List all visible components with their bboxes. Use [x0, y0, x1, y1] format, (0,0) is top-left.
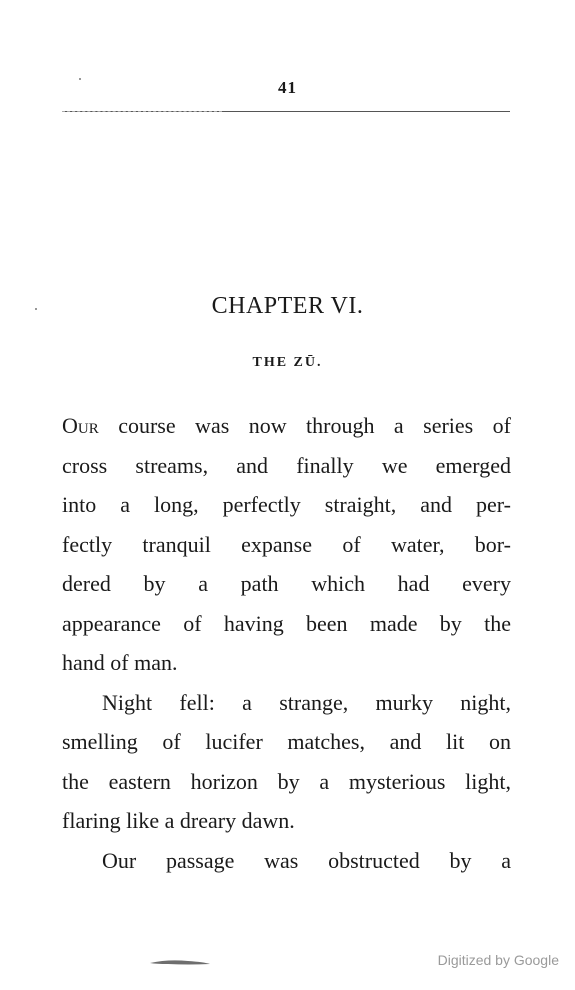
- text-line: fectly tranquil expanse of water, bor-: [62, 531, 511, 557]
- text-line: appearance of having been made by the: [62, 610, 511, 636]
- text-line: Night fell: a strange, murky night,: [102, 689, 511, 715]
- text-line: flaring like a dreary dawn.: [62, 808, 295, 833]
- text-line: hand of man.: [62, 650, 178, 675]
- watermark: Digitized by Google: [437, 952, 559, 968]
- chapter-title: CHAPTER VI.: [211, 293, 364, 319]
- text-line-rest: course was now through a series of: [118, 413, 512, 438]
- drop-word: Our: [62, 413, 99, 438]
- chapter-subtitle: THE ZŪ.: [252, 355, 323, 370]
- text-line: the eastern horizon by a mysterious light,: [62, 768, 511, 794]
- scan-speck: [79, 78, 81, 80]
- header-rule-faded: [62, 111, 222, 112]
- text-line: dered by a path which had every: [62, 571, 511, 596]
- text-line: into a long, perfectly straight, and per-: [62, 492, 511, 517]
- body-text: [62, 406, 511, 880]
- text-line: [62, 406, 511, 446]
- page-number: 41: [278, 78, 297, 97]
- text-line: smelling of lucifer matches, and lit on: [62, 729, 511, 754]
- text-line: cross streams, and finally we emerged: [62, 452, 511, 478]
- text-line: Our passage was obstructed by a: [102, 847, 511, 873]
- ink-smudge: [148, 959, 212, 965]
